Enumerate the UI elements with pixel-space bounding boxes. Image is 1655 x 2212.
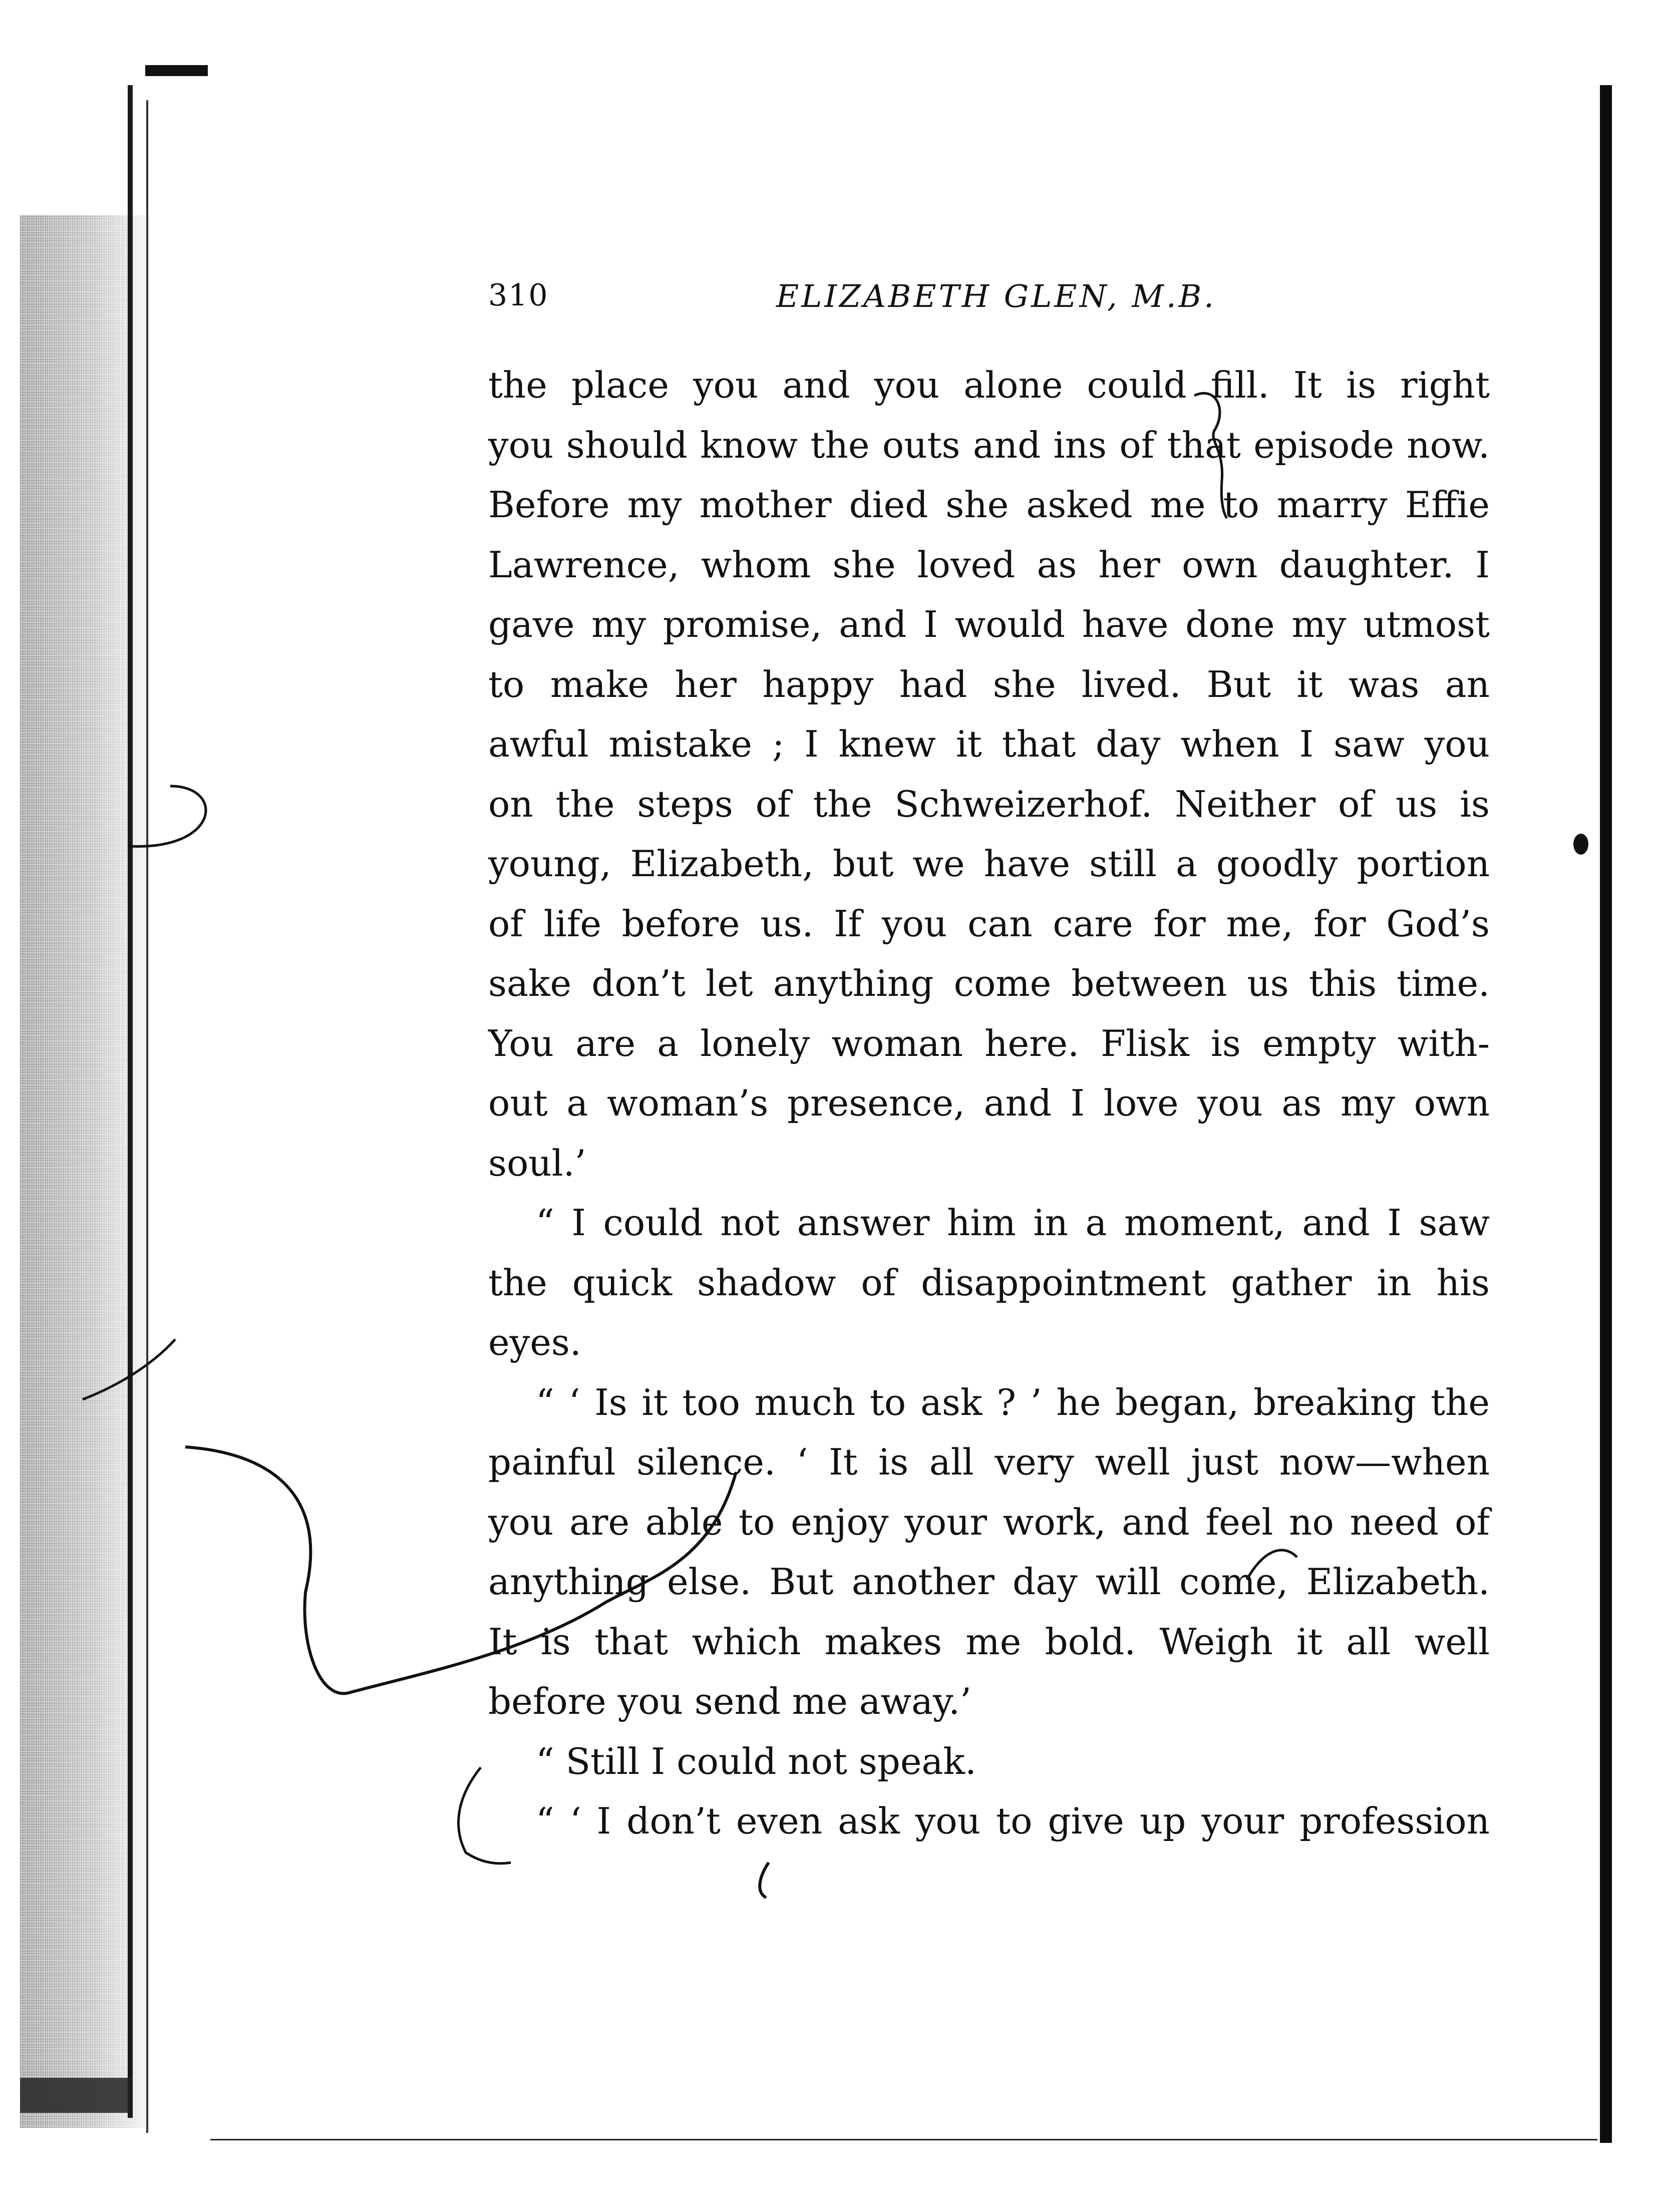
text-line: Lawrence, whom she loved as her own daughter. I — [488, 543, 1490, 586]
text-line: anything else. But another day will come, Elizabeth. — [488, 1561, 1490, 1603]
text-line: young, Elizabeth, but we have still a goodly portion — [488, 843, 1490, 885]
text-line: “ Still I could not speak. — [536, 1740, 976, 1782]
gutter-binding-line-thin — [146, 100, 148, 2133]
text-line: painful silence. ‘ It is all very well just now—when — [488, 1441, 1490, 1483]
text-line: out a woman’s presence, and I love you as my own — [488, 1082, 1490, 1124]
gutter-top-mark — [145, 65, 208, 76]
gutter-binding-line — [128, 85, 133, 2118]
text-line: on the steps of the Schweizerhof. Neither of us is — [488, 783, 1490, 825]
bottom-page-rule — [210, 2139, 1597, 2140]
gutter-bottom-mark — [20, 2078, 130, 2113]
right-page-edge — [1600, 85, 1612, 2143]
text-line: “ I could not answer him in a moment, and I saw — [536, 1202, 1490, 1244]
text-line: It is that which makes me bold. Weigh it all well — [488, 1620, 1490, 1663]
text-line: before you send me away.’ — [488, 1680, 971, 1722]
text-line: “ ‘ I don’t even ask you to give up your profession — [536, 1800, 1490, 1842]
pen-stroke-bottom-mark — [760, 1863, 769, 1898]
text-line: gave my promise, and I would have done my utmost — [488, 603, 1490, 645]
text-line: You are a lonely woman here. Flisk is empty with- — [488, 1022, 1490, 1064]
ink-blot — [1573, 834, 1588, 855]
text-line: Before my mother died she asked me to marry Effie — [488, 484, 1490, 526]
page-number: 310 — [488, 278, 549, 313]
text-line: sake don’t let anything come between us this time. — [488, 962, 1490, 1004]
text-line: soul.’ — [488, 1142, 586, 1184]
text-line: you should know the outs and ins of that episode now. — [488, 424, 1490, 466]
text-line: the place you and you alone could fill. It is right — [488, 364, 1490, 406]
text-line: “ ‘ Is it too much to ask ? ’ he began, breaking the — [536, 1381, 1490, 1423]
text-line: to make her happy had she lived. But it was an — [488, 663, 1490, 705]
text-line: you are able to enjoy your work, and feel no need of — [488, 1501, 1490, 1543]
text-line: eyes. — [488, 1321, 581, 1363]
body-text — [488, 355, 1490, 1852]
running-head: ELIZABETH GLEN, M.B. — [776, 278, 1216, 314]
text-line: the quick shadow of disappointment gather in his — [488, 1261, 1490, 1304]
text-line: awful mistake ; I knew it that day when I saw you — [488, 723, 1490, 765]
text-line: of life before us. If you can care for me, for God’s — [488, 902, 1490, 945]
